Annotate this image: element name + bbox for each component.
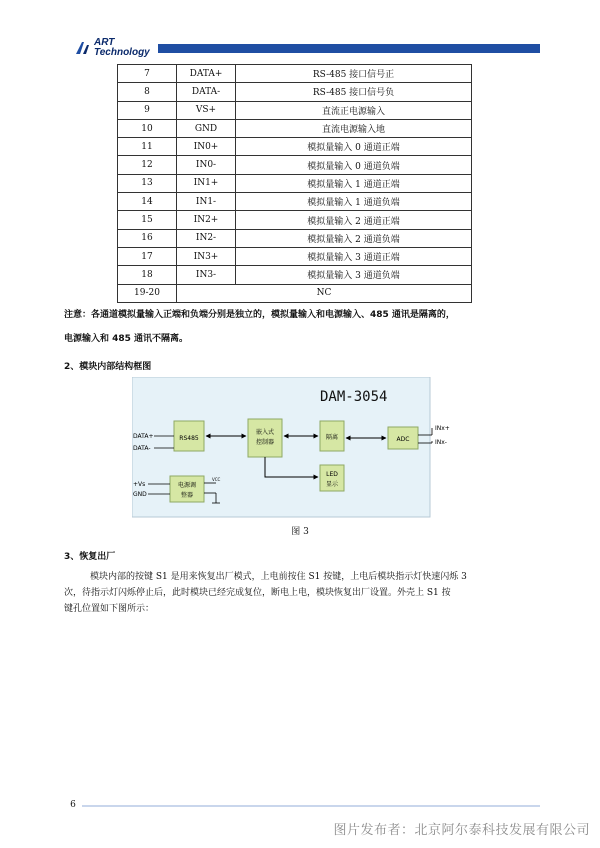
pin-name: IN0+ <box>177 138 236 156</box>
pin-description: 模拟量输入 2 通道正端 <box>236 211 472 229</box>
power-label-line2: 整器 <box>180 492 194 499</box>
company-logo <box>70 38 160 58</box>
pin-number: 7 <box>118 65 177 83</box>
section-2-title: 2、模块内部结构框图 <box>64 362 152 372</box>
pin-number: 11 <box>118 138 177 156</box>
pin-description: 模拟量输入 0 通道正端 <box>236 138 472 156</box>
page-header <box>60 36 540 58</box>
signal-vcc: VCC <box>212 477 221 482</box>
signal-gnd: GND <box>133 491 147 498</box>
page-number: 6 <box>70 800 76 810</box>
pin-description: 模拟量输入 1 通道正端 <box>236 174 472 192</box>
table-row <box>118 229 472 247</box>
pin-description: 模拟量输入 1 通道负端 <box>236 193 472 211</box>
table-row <box>118 266 472 284</box>
pin-description: 模拟量输入 0 通道负端 <box>236 156 472 174</box>
pin-number: 13 <box>118 174 177 192</box>
pin-number: 17 <box>118 247 177 265</box>
pin-description: 直流正电源输入 <box>236 101 472 119</box>
logo-text-technology: Technology <box>94 47 150 58</box>
block-diagram <box>132 377 468 519</box>
pin-name: IN1- <box>177 193 236 211</box>
pin-description: RS-485 接口信号负 <box>236 83 472 101</box>
footer-rule <box>82 805 540 807</box>
signal-inx-plus: INx+ <box>435 425 450 432</box>
table-row <box>118 247 472 265</box>
table-row <box>118 138 472 156</box>
signal-inx-minus: INx- <box>435 439 447 446</box>
section-3-title: 3、恢复出厂 <box>64 552 116 562</box>
pin-name: GND <box>177 119 236 137</box>
pin-number: 8 <box>118 83 177 101</box>
signal-data-plus: DATA+ <box>133 433 154 440</box>
led-label-line1: LED <box>326 471 338 478</box>
pin-name: IN2- <box>177 229 236 247</box>
signal-vs-plus: +Vs <box>133 481 146 488</box>
table-row <box>118 156 472 174</box>
pin-description: RS-485 接口信号正 <box>236 65 472 83</box>
table-row <box>118 284 472 302</box>
pin-name: DATA- <box>177 83 236 101</box>
mcu-block <box>248 419 282 457</box>
figure-caption: 图 3 <box>291 527 309 537</box>
table-row <box>118 65 472 83</box>
pin-number: 19-20 <box>118 284 177 302</box>
pin-name: IN1+ <box>177 174 236 192</box>
publisher-watermark: 图片发布者：北京阿尔泰科技发展有限公司 <box>333 823 590 838</box>
table-row <box>118 83 472 101</box>
section-3-line-2: 次，待指示灯闪烁停止后，此时模块已经完成复位，断电上电，模块恢复出厂设置。外壳上 S1 按 <box>64 588 451 598</box>
pin-description: 模拟量输入 3 通道负端 <box>236 266 472 284</box>
pin-number: 18 <box>118 266 177 284</box>
note-line-2: 电源输入和 485 通讯不隔离。 <box>64 334 189 344</box>
pin-name: IN3+ <box>177 247 236 265</box>
diagram-title: DAM-3054 <box>320 389 388 405</box>
led-label-line2: 显示 <box>325 481 339 488</box>
pin-number: 15 <box>118 211 177 229</box>
logo-mark-icon <box>74 40 92 56</box>
rs485-label: RS485 <box>179 435 199 442</box>
pin-number: 16 <box>118 229 177 247</box>
power-label-line1: 电源调 <box>177 482 197 489</box>
note-line-1: 注意：各通道模拟量输入正端和负端分别是独立的，模拟量输入和电源输入、485 通讯是隔离的， <box>64 310 455 320</box>
pin-description: 直流电源输入地 <box>236 119 472 137</box>
isolation-label: 隔离 <box>325 434 339 441</box>
pin-number: 12 <box>118 156 177 174</box>
mcu-label-line1: 嵌入式 <box>255 429 275 436</box>
pin-number: 14 <box>118 193 177 211</box>
pin-name: IN2+ <box>177 211 236 229</box>
section-3-line-3: 键孔位置如下图所示： <box>64 604 155 614</box>
pin-name: IN0- <box>177 156 236 174</box>
pin-description: NC <box>177 284 472 302</box>
adc-label: ADC <box>396 436 410 443</box>
table-row <box>118 174 472 192</box>
pin-name: VS+ <box>177 101 236 119</box>
table-row <box>118 193 472 211</box>
pin-description: 模拟量输入 3 通道正端 <box>236 247 472 265</box>
pin-description: 模拟量输入 2 通道负端 <box>236 229 472 247</box>
header-bar <box>158 44 540 53</box>
logo-text-art: ART <box>94 37 115 48</box>
pin-number: 9 <box>118 101 177 119</box>
signal-data-minus: DATA- <box>133 445 151 452</box>
pin-name: IN3- <box>177 266 236 284</box>
table-row <box>118 211 472 229</box>
table-row <box>118 101 472 119</box>
pin-name: DATA+ <box>177 65 236 83</box>
pin-number: 10 <box>118 119 177 137</box>
page-footer <box>60 798 540 812</box>
section-3-line-1: 模块内部的按键 S1 是用来恢复出厂模式，上电前按住 S1 按键，上电后模块指示灯快速闪烁 3 <box>90 572 467 582</box>
mcu-label-line2: 控制器 <box>255 439 275 446</box>
table-row <box>118 119 472 137</box>
pin-table <box>117 64 472 303</box>
